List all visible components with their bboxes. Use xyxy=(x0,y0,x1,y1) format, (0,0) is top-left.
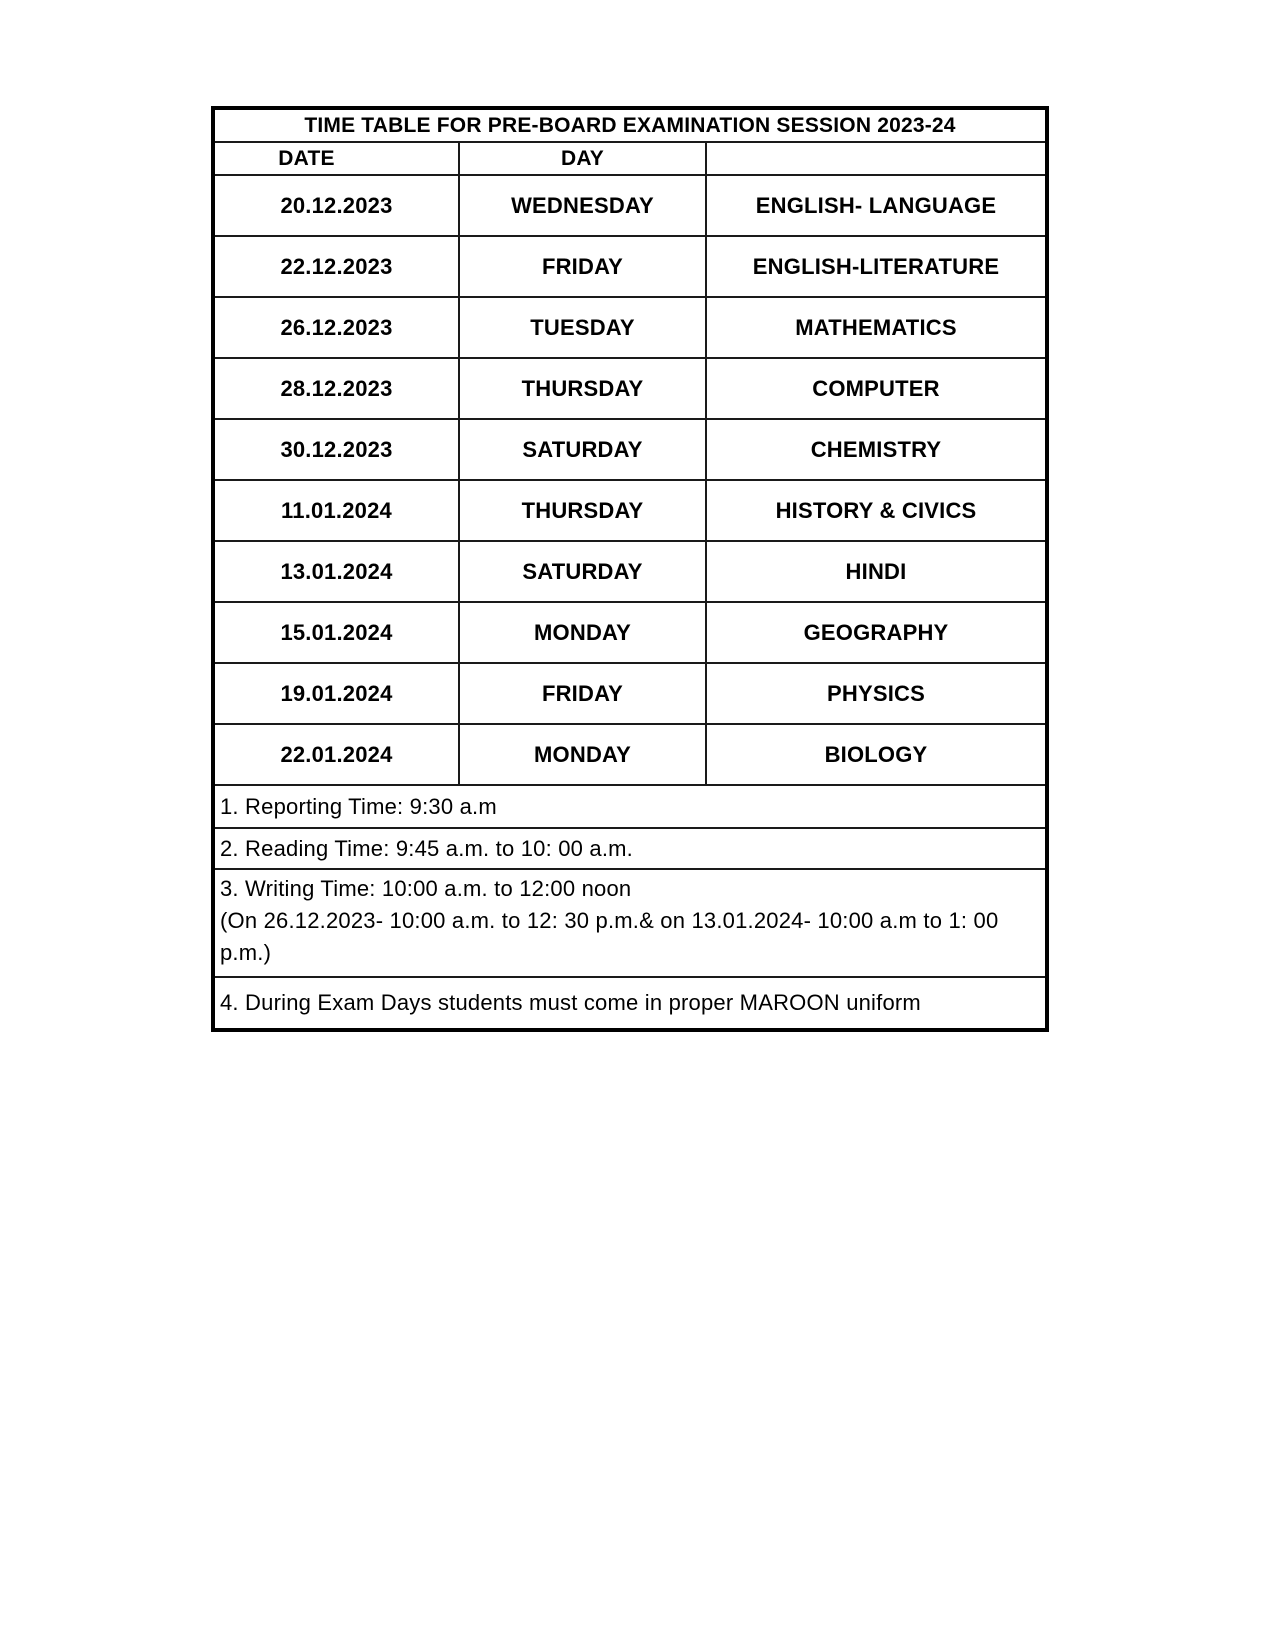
exam-day: TUESDAY xyxy=(459,297,706,358)
exam-day: FRIDAY xyxy=(459,663,706,724)
exam-day: WEDNESDAY xyxy=(459,175,706,236)
table-row xyxy=(215,541,1045,602)
exam-subject: PHYSICS xyxy=(706,663,1045,724)
exam-day: THURSDAY xyxy=(459,358,706,419)
exam-subject: ENGLISH-LITERATURE xyxy=(706,236,1045,297)
exam-date: 13.01.2024 xyxy=(215,541,459,602)
exam-subject: COMPUTER xyxy=(706,358,1045,419)
exam-date: 19.01.2024 xyxy=(215,663,459,724)
exam-date: 15.01.2024 xyxy=(215,602,459,663)
exam-date: 26.12.2023 xyxy=(215,297,459,358)
note-reading-time: 2. Reading Time: 9:45 a.m. to 10: 00 a.m. xyxy=(215,828,1045,869)
exam-subject: HINDI xyxy=(706,541,1045,602)
exam-subject: GEOGRAPHY xyxy=(706,602,1045,663)
exam-subject: MATHEMATICS xyxy=(706,297,1045,358)
table-row xyxy=(215,663,1045,724)
exam-subject: ENGLISH- LANGUAGE xyxy=(706,175,1045,236)
note-uniform: 4. During Exam Days students must come in proper MAROON uniform xyxy=(215,977,1045,1028)
exam-date: 30.12.2023 xyxy=(215,419,459,480)
exam-subject: CHEMISTRY xyxy=(706,419,1045,480)
exam-day: SATURDAY xyxy=(459,419,706,480)
note-writing-exception-cont: p.m.) xyxy=(220,940,272,965)
table-row xyxy=(215,480,1045,541)
timetable-sheet xyxy=(211,106,1049,1032)
table-row xyxy=(215,724,1045,785)
note-writing-time: 3. Writing Time: 10:00 a.m. to 12:00 noon xyxy=(220,876,632,901)
note-row xyxy=(215,869,1045,977)
exam-date: 11.01.2024 xyxy=(215,480,459,541)
table-row xyxy=(215,602,1045,663)
title-row xyxy=(215,110,1045,142)
exam-date: 22.01.2024 xyxy=(215,724,459,785)
exam-day: FRIDAY xyxy=(459,236,706,297)
exam-subject: HISTORY & CIVICS xyxy=(706,480,1045,541)
column-header-day: DAY xyxy=(459,142,706,175)
exam-date: 20.12.2023 xyxy=(215,175,459,236)
note-writing-exception: (On 26.12.2023- 10:00 a.m. to 12: 30 p.m.& on 13.01.2024- 10:00 a.m to 1: 00 xyxy=(220,908,999,933)
note-row xyxy=(215,977,1045,1028)
table-row xyxy=(215,297,1045,358)
exam-day: MONDAY xyxy=(459,602,706,663)
exam-day: MONDAY xyxy=(459,724,706,785)
column-header-date: DATE xyxy=(215,142,459,175)
note-writing-time-cell xyxy=(215,869,1045,977)
exam-timetable xyxy=(215,110,1045,1028)
note-row xyxy=(215,828,1045,869)
timetable-title: TIME TABLE FOR PRE-BOARD EXAMINATION SESSION 2023-24 xyxy=(215,110,1045,142)
exam-day: SATURDAY xyxy=(459,541,706,602)
exam-date: 22.12.2023 xyxy=(215,236,459,297)
table-row xyxy=(215,175,1045,236)
header-row xyxy=(215,142,1045,175)
exam-day: THURSDAY xyxy=(459,480,706,541)
table-row xyxy=(215,358,1045,419)
table-row xyxy=(215,419,1045,480)
note-reporting-time: 1. Reporting Time: 9:30 a.m xyxy=(215,785,1045,828)
note-row xyxy=(215,785,1045,828)
column-header-subject xyxy=(706,142,1045,175)
table-row xyxy=(215,236,1045,297)
exam-date: 28.12.2023 xyxy=(215,358,459,419)
exam-subject: BIOLOGY xyxy=(706,724,1045,785)
